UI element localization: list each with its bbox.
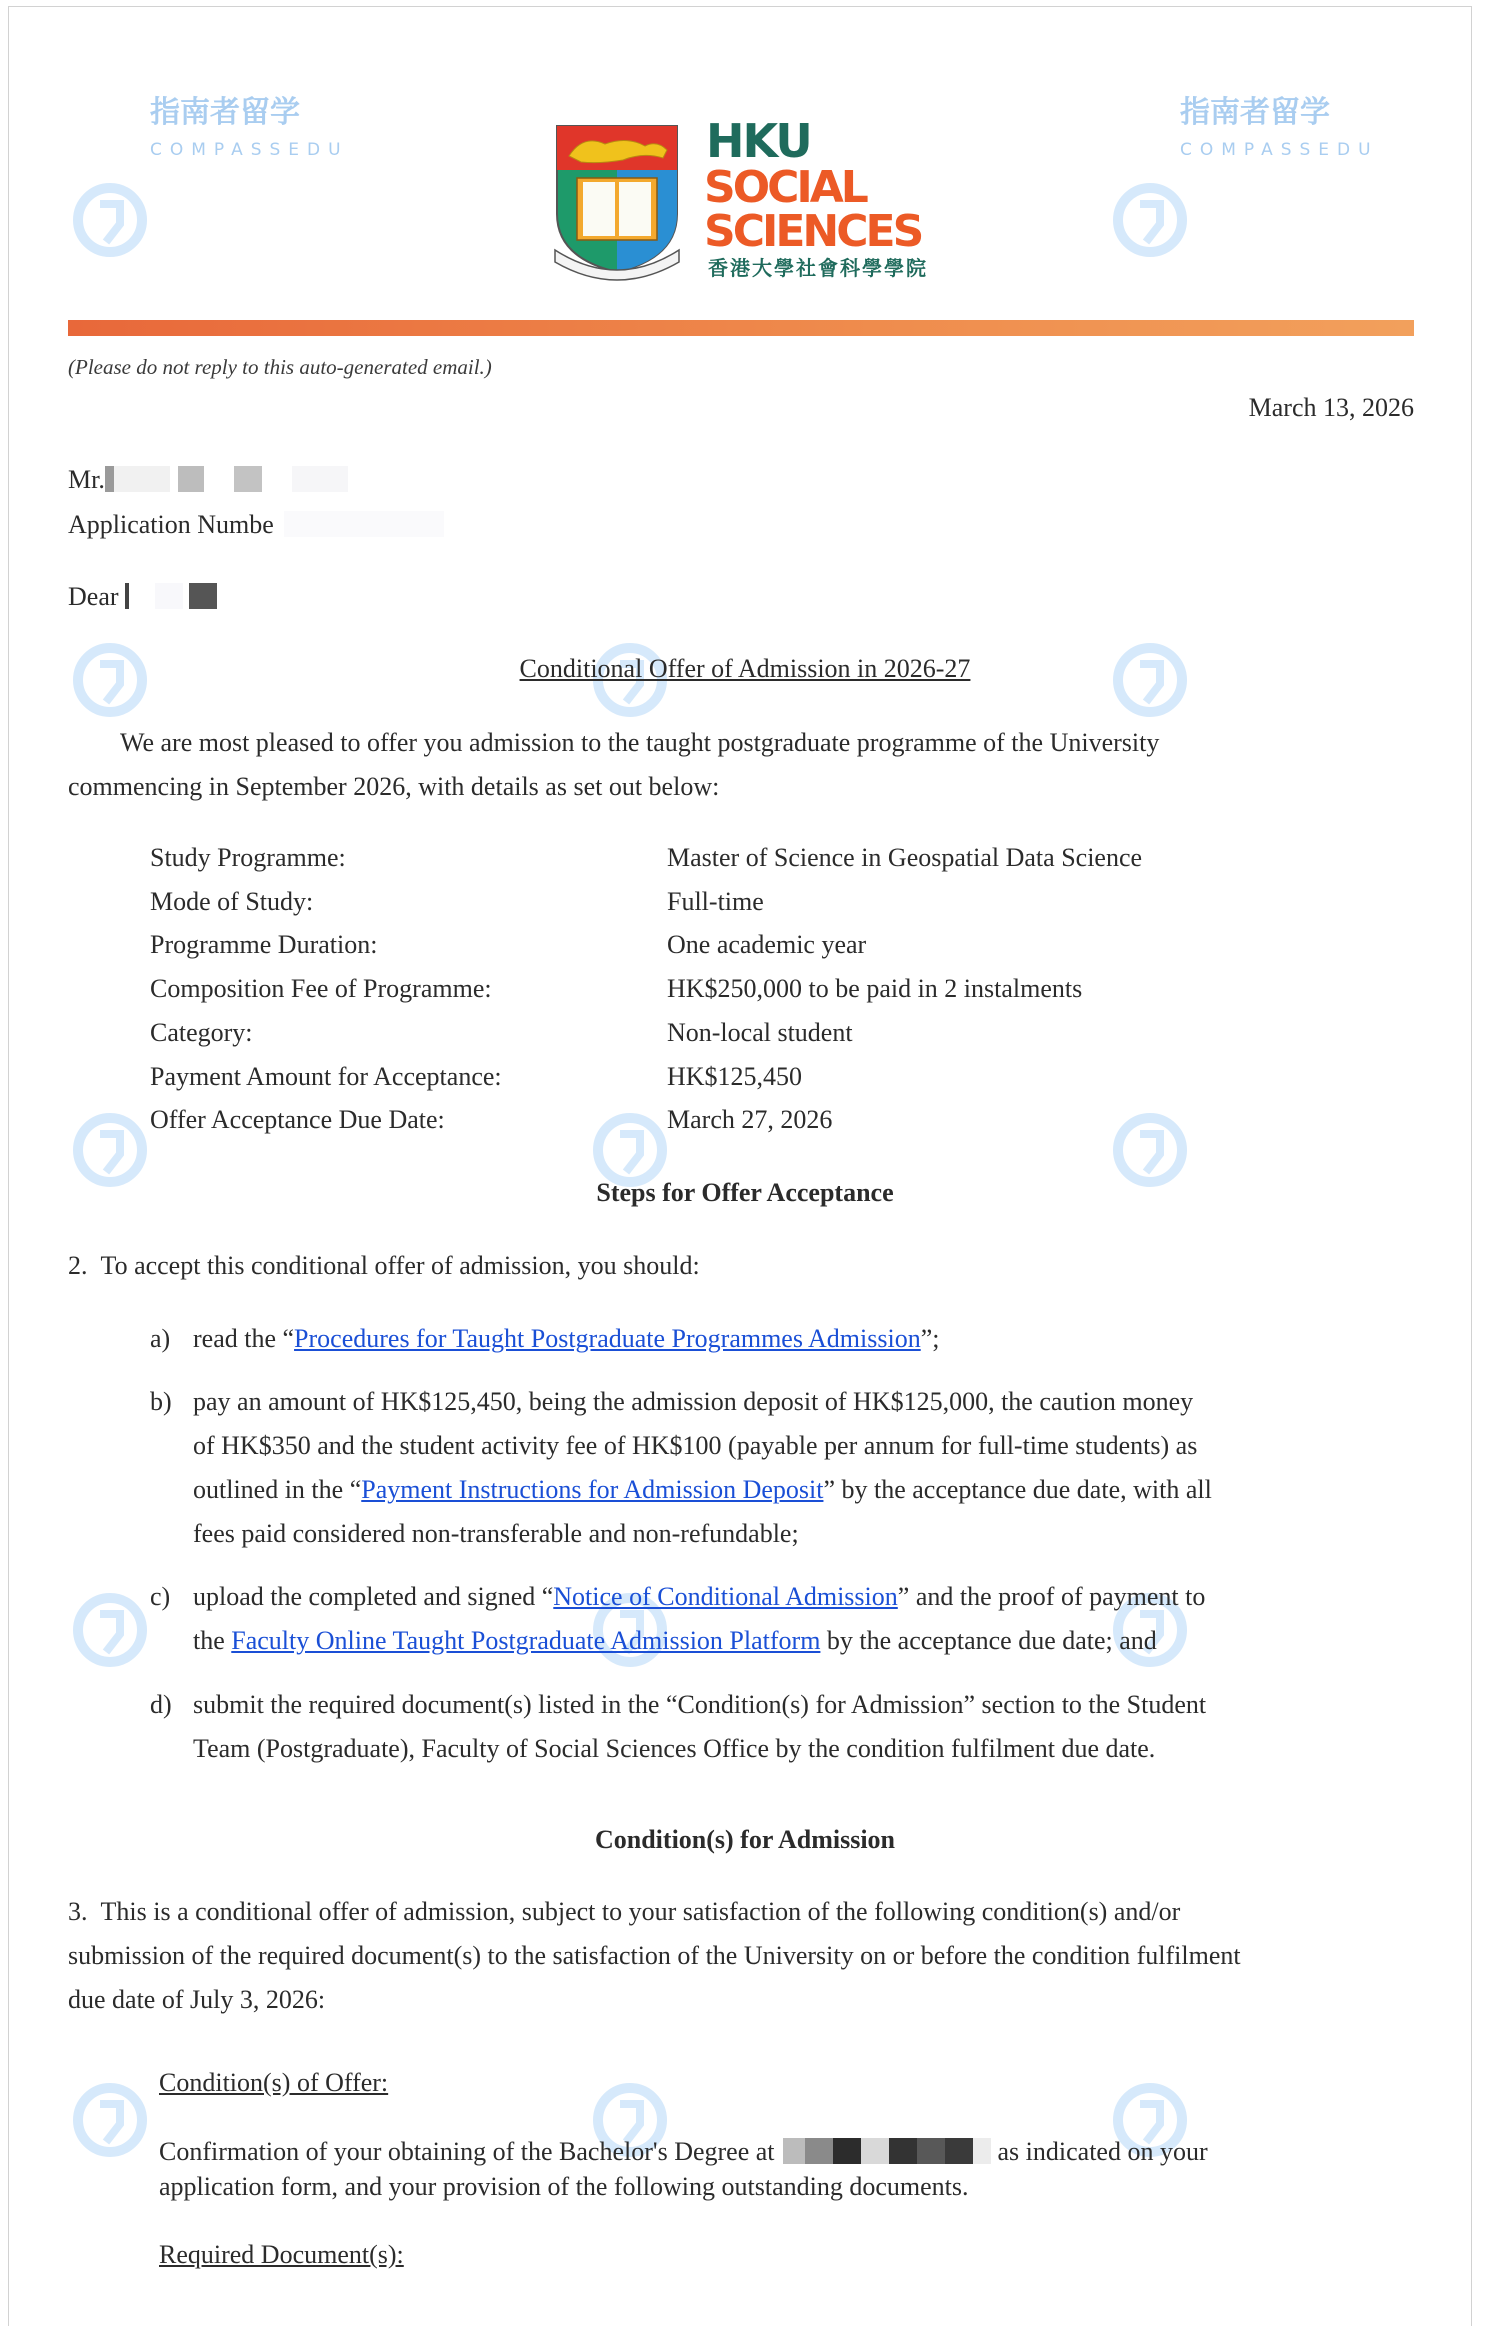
dear-line	[68, 582, 217, 612]
redacted-name-block	[178, 466, 204, 492]
redacted-university	[861, 2138, 889, 2164]
redacted-name-block	[234, 466, 262, 492]
item-b-text: outlined in the “	[193, 1475, 362, 1504]
redacted-name-block	[292, 466, 348, 492]
step-3-line-1	[68, 1897, 1180, 1927]
steps-heading: Steps for Offer Acceptance	[596, 1178, 894, 1207]
salutation-prefix: Mr.	[68, 465, 105, 494]
item-c-text: the	[193, 1626, 232, 1655]
detail-label: Programme Duration:	[150, 930, 378, 959]
item-b-line-1: pay an amount of HK$125,450, being the admission deposit of HK$125,000, the caution money	[193, 1387, 1194, 1416]
item-d-line-1: submit the required document(s) listed in the “Condition(s) for Admission” section to the Student	[193, 1690, 1207, 1719]
conditions-of-offer-text: Condition(s) of Offer:	[159, 2068, 389, 2097]
logo-chinese-name: 香港大學社會科學學院	[708, 256, 928, 280]
dear-prefix: Dear	[68, 582, 119, 611]
redacted-university	[889, 2138, 917, 2164]
application-number-label: Application Numbe	[68, 510, 274, 539]
redacted-university	[973, 2138, 991, 2164]
watermark-text-en-left: COMPASSEDU	[150, 140, 349, 160]
logo-hku: HKU	[706, 114, 811, 168]
confirmation-line-1	[159, 2137, 1208, 2167]
detail-value: One academic year	[667, 930, 867, 959]
item-b-marker: b)	[150, 1387, 172, 1416]
hku-crest-logo	[553, 122, 681, 282]
redacted-application-number	[284, 511, 444, 537]
confirmation-text-end: as indicated on your	[997, 2137, 1208, 2166]
item-d-line-2: Team (Postgraduate), Faculty of Social Sciences Office by the condition fulfilment due date.	[193, 1734, 1156, 1763]
logo-sciences: SCIENCES	[704, 206, 922, 257]
required-documents-label	[159, 2240, 404, 2270]
item-b-line-2: of HK$350 and the student activity fee of HK$100 (payable per annum for full-time students) as	[193, 1431, 1198, 1460]
detail-value: Full-time	[667, 887, 764, 916]
step-2-text: To accept this conditional offer of admission, you should:	[100, 1251, 700, 1280]
confirmation-text: Confirmation of your obtaining of the Bachelor's Degree at	[159, 2137, 775, 2166]
item-c-line-1	[193, 1582, 1205, 1612]
detail-value: Master of Science in Geospatial Data Science	[667, 843, 1143, 872]
detail-label: Payment Amount for Acceptance:	[150, 1062, 502, 1091]
watermark-text-en-right: COMPASSEDU	[1180, 140, 1379, 160]
intro-line-1: We are most pleased to offer you admission to the taught postgraduate programme of the University	[120, 728, 1160, 757]
step-3-line-2: submission of the required document(s) to the satisfaction of the University on or before the condition fulfilment	[68, 1941, 1241, 1970]
redacted-name-block	[125, 583, 129, 609]
item-a-text: read the “	[193, 1324, 295, 1353]
detail-label: Study Programme:	[150, 843, 346, 872]
payment-instructions-link[interactable]: Payment Instructions for Admission Deposit	[361, 1475, 824, 1504]
redacted-name-block	[155, 583, 183, 609]
logo-social: SOCIAL	[704, 162, 866, 213]
detail-label: Mode of Study:	[150, 887, 314, 916]
header-divider-bar	[68, 320, 1414, 336]
letter-title	[0, 654, 1490, 684]
redacted-university	[833, 2138, 861, 2164]
notice-of-conditional-admission-link[interactable]: Notice of Conditional Admission	[553, 1582, 898, 1611]
letter-title-text: Conditional Offer of Admission in 2026-27	[519, 654, 971, 683]
watermark-text-cn-right: 指南者留学	[1180, 95, 1330, 130]
detail-value: March 27, 2026	[667, 1105, 833, 1134]
no-reply-note: (Please do not reply to this auto-generated email.)	[68, 355, 492, 379]
item-a-marker: a)	[150, 1324, 171, 1353]
detail-value: HK$125,450	[667, 1062, 803, 1091]
conditions-of-offer-label	[159, 2068, 388, 2098]
item-c-text: upload the completed and signed “	[193, 1582, 554, 1611]
step-3-line-3: due date of July 3, 2026:	[68, 1985, 326, 2014]
step-3-number: 3.	[68, 1897, 88, 1926]
redacted-name-block	[105, 466, 114, 492]
detail-value: HK$250,000 to be paid in 2 instalments	[667, 974, 1083, 1003]
item-b-line-3	[193, 1475, 1212, 1505]
item-a	[193, 1324, 939, 1354]
detail-label: Composition Fee of Programme:	[150, 974, 492, 1003]
step-2-number: 2.	[68, 1251, 88, 1280]
detail-label: Category:	[150, 1018, 253, 1047]
letter-date: March 13, 2026	[1248, 393, 1414, 422]
item-b-text-end: ” by the acceptance due date, with all	[823, 1475, 1212, 1504]
redacted-university	[783, 2138, 805, 2164]
item-c-line-2	[193, 1626, 1157, 1656]
redacted-university	[917, 2138, 945, 2164]
item-d-marker: d)	[150, 1690, 172, 1719]
confirmation-line-2: application form, and your provision of the following outstanding documents.	[159, 2172, 969, 2201]
redacted-name-block	[114, 466, 170, 492]
step-3-text: This is a conditional offer of admission, subject to your satisfaction of the following condition(s) and/or	[100, 1897, 1181, 1926]
redacted-university	[805, 2138, 833, 2164]
intro-line-2: commencing in September 2026, with details as set out below:	[68, 772, 720, 801]
step-2	[68, 1251, 700, 1281]
redacted-university	[945, 2138, 973, 2164]
faculty-online-platform-link[interactable]: Faculty Online Taught Postgraduate Admission Platform	[231, 1626, 821, 1655]
item-c-text-end: ” and the proof of payment to	[897, 1582, 1206, 1611]
item-a-text-end: ”;	[920, 1324, 940, 1353]
item-c-text-end: by the acceptance due date; and	[820, 1626, 1157, 1655]
detail-value: Non-local student	[667, 1018, 853, 1047]
detail-label: Offer Acceptance Due Date:	[150, 1105, 445, 1134]
conditions-heading: Condition(s) for Admission	[594, 1825, 896, 1854]
watermark-text-cn-left: 指南者留学	[150, 95, 300, 130]
item-c-marker: c)	[150, 1582, 171, 1611]
recipient-name	[68, 465, 348, 495]
item-b-line-4: fees paid considered non-transferable and non-refundable;	[193, 1519, 799, 1548]
procedures-link[interactable]: Procedures for Taught Postgraduate Programmes Admission	[294, 1324, 921, 1353]
required-documents-text: Required Document(s):	[159, 2240, 404, 2269]
redacted-name-block	[189, 583, 217, 609]
application-number	[68, 510, 444, 540]
